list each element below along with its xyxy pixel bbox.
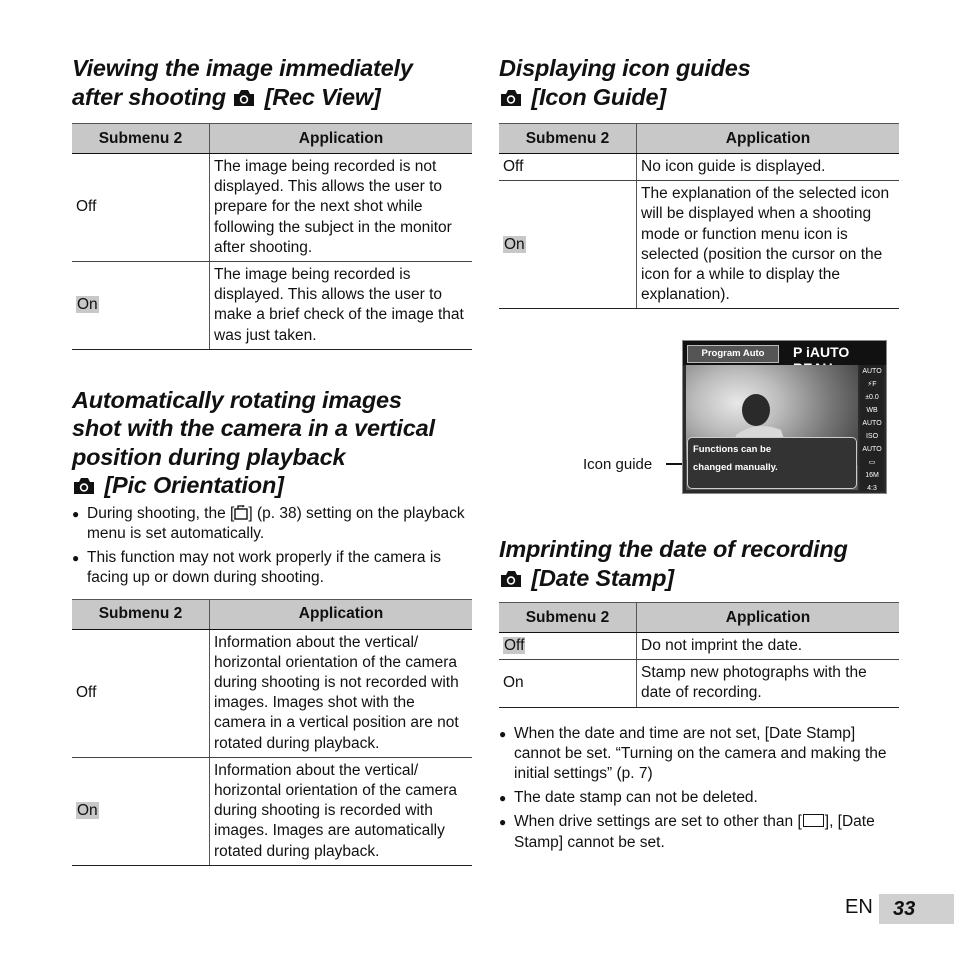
single-shot-icon bbox=[803, 814, 824, 827]
option-cell: On bbox=[499, 181, 637, 309]
table-row bbox=[72, 154, 472, 262]
option-cell: On bbox=[72, 262, 210, 350]
camera-icon bbox=[72, 476, 96, 495]
icon-guide-illustration bbox=[577, 340, 889, 505]
option-cell: Off bbox=[72, 154, 210, 262]
pic-orientation-table bbox=[72, 599, 472, 866]
camera-screen bbox=[682, 340, 887, 505]
option-cell: Off bbox=[499, 633, 637, 660]
list-item: ● This function may not work properly if the camera is facing up or down during shooting. bbox=[72, 548, 472, 588]
rotate-icon bbox=[234, 505, 248, 520]
option-cell: Off bbox=[499, 154, 637, 181]
pic-orientation-notes bbox=[72, 504, 472, 589]
language-label: EN bbox=[845, 896, 873, 918]
application-cell: The image being recorded is not displayed. This allows the user to prepare for the next shot while following the subject in the monitor after shooting. bbox=[210, 154, 473, 262]
date-stamp-title: Imprinting the date of recording [Date Stamp] bbox=[499, 536, 848, 591]
table-row bbox=[499, 660, 899, 707]
option-cell: On bbox=[72, 757, 210, 865]
mode-icons: P iAUTO bbox=[793, 344, 850, 360]
date-stamp-notes bbox=[499, 724, 899, 853]
pic-orientation-title: Automatically rotating images shot with the camera in a vertical position during playback [Pic Orientation] bbox=[72, 386, 435, 499]
table-row bbox=[72, 262, 472, 350]
table-header-application: Application bbox=[210, 124, 473, 154]
icon-guide-title: Displaying icon guides [Icon Guide] bbox=[499, 55, 751, 110]
table-row bbox=[499, 154, 899, 181]
application-cell: Information about the vertical/ horizontal orientation of the camera during shooting is recorded with images. Images are automatically rotated during playback. bbox=[210, 757, 473, 865]
list-item: ● During shooting, the [ ] (p. 38) setting on the playback menu is set automatically. bbox=[72, 504, 472, 544]
table-row bbox=[499, 633, 899, 660]
table-row bbox=[72, 757, 472, 865]
application-cell: Do not imprint the date. bbox=[637, 633, 900, 660]
list-item: ● When the date and time are not set, [Date Stamp] cannot be set. “Turning on the camera and making the initial settings” (p. 7) bbox=[499, 724, 899, 785]
table-header-application: Application bbox=[637, 124, 900, 154]
date-stamp-table bbox=[499, 602, 899, 708]
application-cell: No icon guide is displayed. bbox=[637, 154, 900, 181]
table-header-submenu: Submenu 2 bbox=[499, 124, 637, 154]
option-cell: On bbox=[499, 660, 637, 707]
application-cell: The explanation of the selected icon will be displayed when a shooting mode or function menu icon is selected (position the cursor on the icon for a while to display the explanation). bbox=[637, 181, 900, 309]
rec-view-title: Viewing the image immediately after shooting [Rec View] bbox=[72, 55, 413, 110]
table-header-submenu: Submenu 2 bbox=[72, 124, 210, 154]
page-number-value: 33 bbox=[879, 894, 954, 924]
table-header-submenu: Submenu 2 bbox=[499, 603, 637, 633]
function-menu-icons: AUTO ⚡F ±0.0 WB AUTO ISO AUTO ▭ 16M 4:3 MENU bbox=[860, 365, 884, 491]
application-cell: The image being recorded is displayed. This allows the user to make a brief check of the image that was just taken. bbox=[210, 262, 473, 350]
icon-guide-popup: Functions can be changed manually. bbox=[687, 437, 857, 489]
list-item: ● When drive settings are set to other than [ ], [Date Stamp] cannot be set. bbox=[499, 812, 899, 852]
camera-icon bbox=[499, 88, 523, 107]
application-cell: Information about the vertical/ horizontal orientation of the camera during shooting is not recorded with images. Images shot with the camera in a vertical position are not rotated during playback. bbox=[210, 629, 473, 757]
icon-guide-label: Icon guide bbox=[583, 456, 653, 473]
table-header-application: Application bbox=[210, 599, 473, 629]
mode-label: Program Auto bbox=[687, 345, 779, 363]
option-cell: Off bbox=[72, 629, 210, 757]
table-header-submenu: Submenu 2 bbox=[72, 599, 210, 629]
left-column bbox=[72, 54, 472, 866]
application-cell: Stamp new photographs with the date of recording. bbox=[637, 660, 900, 707]
rec-view-table bbox=[72, 123, 472, 350]
list-item: ● The date stamp can not be deleted. bbox=[499, 788, 899, 808]
screen-top-bar bbox=[683, 341, 886, 365]
right-column bbox=[499, 54, 899, 309]
table-row bbox=[499, 181, 899, 309]
date-stamp-section bbox=[499, 535, 899, 857]
table-row bbox=[72, 629, 472, 757]
icon-guide-table bbox=[499, 123, 899, 309]
camera-icon bbox=[499, 569, 523, 588]
table-header-application: Application bbox=[637, 603, 900, 633]
camera-icon bbox=[232, 88, 256, 107]
